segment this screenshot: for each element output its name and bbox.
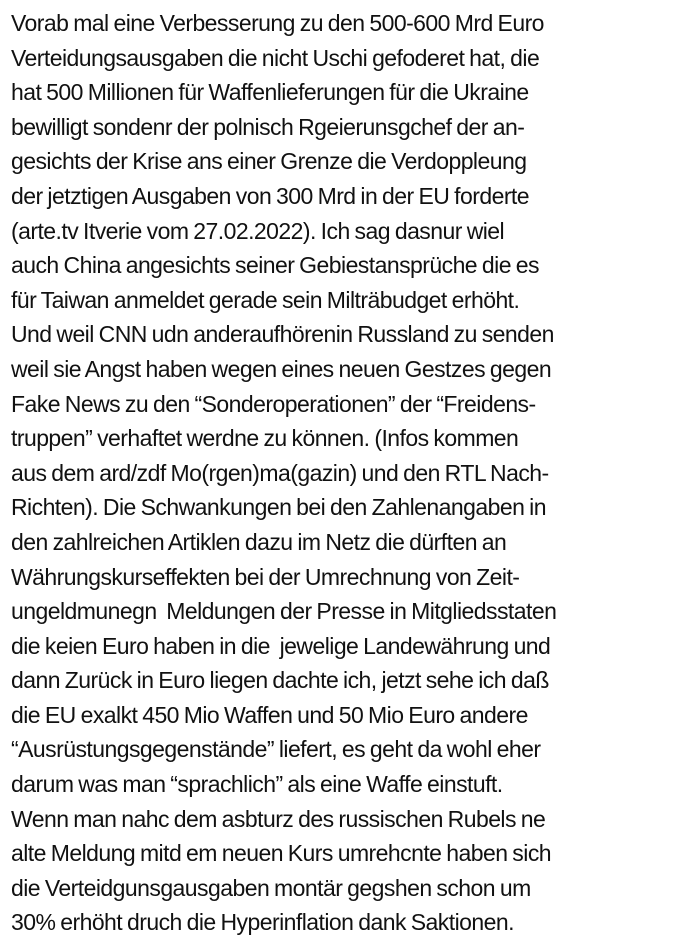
text-line: hat 500 Millionen für Waffenlieferungen für die Ukraine	[11, 79, 529, 106]
text-line: die Verteidgunsgausgaben montär gegshen schon um	[11, 874, 531, 901]
text-line: dann Zurück in Euro liegen dachte ich, jetzt sehe ich daß	[11, 667, 549, 694]
text-line: darum was man “sprachlich” als eine Waffe einstuft.	[11, 771, 503, 798]
text-line: für Taiwan anmeldet gerade sein Milträbudget erhöht.	[11, 286, 520, 313]
text-line: die EU exalkt 450 Mio Waffen und 50 Mio Euro andere	[11, 701, 528, 728]
text-line: truppen” verhaftet werdne zu können. (Infos kommen	[11, 425, 519, 452]
text-line: 30% erhöht druch die Hyperinflation dank Saktionen.	[11, 909, 514, 936]
text-line: (arte.tv Itverie vom 27.02.2022). Ich sag dasnur wiel	[11, 217, 505, 244]
text-line: gesichts der Krise ans einer Grenze die Verdoppleung	[11, 148, 527, 175]
text-line: alte Meldung mitd em neuen Kurs umrehcnte haben sich	[11, 840, 552, 867]
text-line: weil sie Angst haben wegen eines neuen Gestzes gegen	[11, 355, 552, 382]
text-line: Und weil CNN udn anderaufhörenin Russland zu senden	[11, 321, 554, 348]
text-line: auch China angesichts seiner Gebiestansprüche die es	[11, 252, 539, 279]
text-line: den zahlreichen Artiklen dazu im Netz die dürften an	[11, 528, 507, 555]
text-line: Richten). Die Schwankungen bei den Zahlenangaben in	[11, 494, 546, 521]
text-line: aus dem ard/zdf Mo(rgen)ma(gazin) und den RTL Nach-	[11, 459, 549, 486]
text-line: Vorab mal eine Verbesserung zu den 500-600 Mrd Euro	[11, 10, 544, 36]
text-line: bewilligt sondenr der polnisch Rgeierunsgchef der an-	[11, 113, 525, 140]
text-line: Währungskurseffekten bei der Umrechnung von Zeit-	[11, 563, 520, 590]
text-line: ungeldmunegn Meldungen der Presse in Mitgliedsstaten	[11, 598, 557, 625]
text-line: “Ausrüstungsgegenstände” liefert, es geht da wohl eher	[11, 736, 541, 763]
text-line: der jetztigen Ausgaben von 300 Mrd in der EU forderte	[11, 182, 530, 209]
text-line: die keien Euro haben in die jewelige Landewährung und	[11, 632, 551, 659]
text-line: Fake News zu den “Sonderoperationen” der “Freidens-	[11, 390, 536, 417]
text-line: Wenn man nahc dem asbturz des russischen Rubels ne	[11, 805, 546, 832]
text-line: Verteidungsausgaben die nicht Uschi gefoderet hat, die	[11, 44, 540, 71]
body-text	[11, 6, 681, 940]
